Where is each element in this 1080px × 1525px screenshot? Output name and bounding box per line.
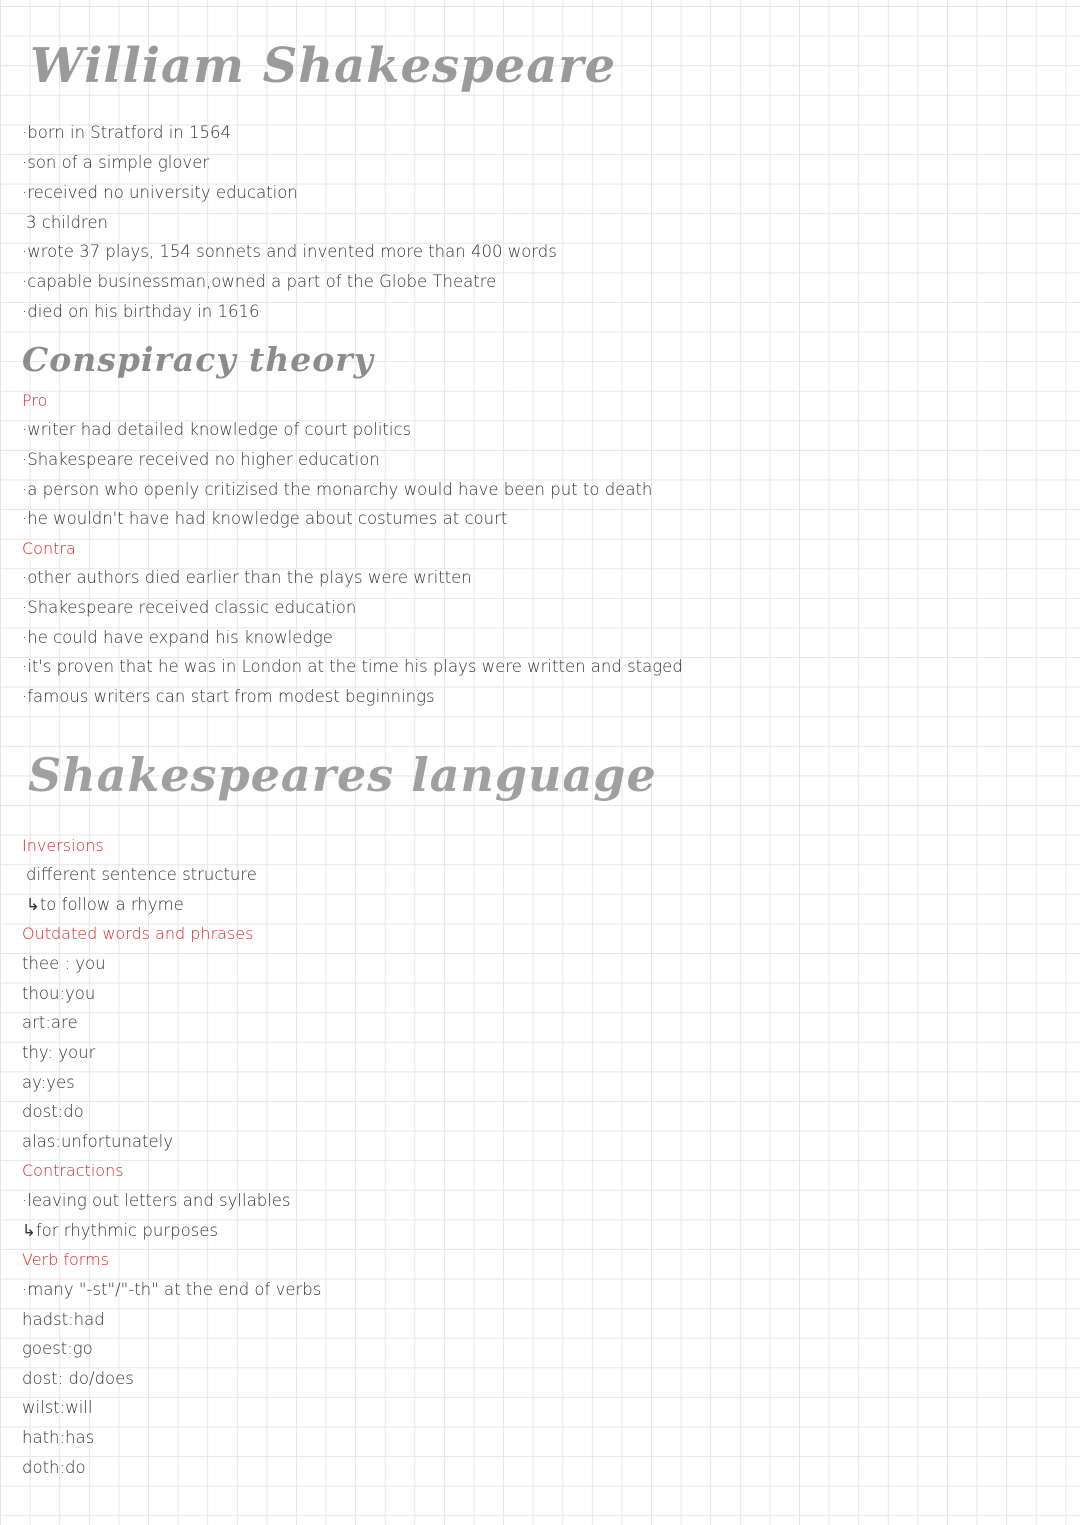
contractions-item: ·leaving out letters and syllables — [22, 1191, 291, 1210]
outdated-label: Outdated words and phrases — [22, 924, 254, 943]
inversions-item: ↳to follow a rhyme — [26, 895, 184, 914]
verb-item: hath:has — [22, 1428, 95, 1447]
bio-item: 3 children — [26, 213, 108, 232]
bio-item: ·received no university education — [22, 183, 298, 202]
pro-item: ·Shakespeare received no higher education — [22, 450, 380, 469]
bio-item: ·capable businessman,owned a part of the Globe Theatre — [22, 272, 497, 291]
outdated-item: thou:you — [22, 984, 96, 1003]
page-title: William Shakespeare — [30, 38, 617, 94]
contra-item: ·he could have expand his knowledge — [22, 628, 333, 647]
contra-item: ·famous writers can start from modest beginnings — [22, 687, 435, 706]
pro-item: ·he wouldn't have had knowledge about costumes at court — [22, 509, 508, 528]
outdated-item: art:are — [22, 1013, 78, 1032]
bio-item: ·wrote 37 plays, 154 sonnets and invented more than 400 words — [22, 242, 557, 261]
bio-item: ·born in Stratford in 1564 — [22, 123, 231, 142]
bio-item: ·died on his birthday in 1616 — [22, 302, 260, 321]
verb-item: wilst:will — [22, 1398, 93, 1417]
contractions-item: ↳for rhythmic purposes — [22, 1221, 219, 1240]
outdated-item: ay:yes — [22, 1073, 75, 1092]
contra-item: ·other authors died earlier than the plays were written — [22, 568, 472, 587]
verb-forms-label: Verb forms — [22, 1250, 110, 1269]
outdated-item: alas:unfortunately — [22, 1132, 174, 1151]
contra-label: Contra — [22, 539, 76, 558]
conspiracy-heading: Conspiracy theory — [22, 340, 374, 379]
verb-item: dost: do/does — [22, 1369, 134, 1388]
pro-item: ·writer had detailed knowledge of court politics — [22, 420, 412, 439]
bio-item: ·son of a simple glover — [22, 153, 210, 172]
contra-item: ·Shakespeare received classic education — [22, 598, 357, 617]
outdated-item: thy: your — [22, 1043, 96, 1062]
outdated-item: thee : you — [22, 954, 106, 973]
pro-item: ·a person who openly critizised the monarchy would have been put to death — [22, 480, 653, 499]
verb-item: ·many "-st"/"-th" at the end of verbs — [22, 1280, 322, 1299]
pro-label: Pro — [22, 391, 48, 410]
contra-item: ·it's proven that he was in London at the time his plays were written and staged — [22, 657, 683, 676]
verb-item: goest:go — [22, 1339, 93, 1358]
contractions-label: Contractions — [22, 1161, 124, 1180]
language-heading: Shakespeares language — [28, 748, 657, 802]
inversions-item: different sentence structure — [26, 865, 257, 884]
outdated-item: dost:do — [22, 1102, 84, 1121]
verb-item: doth:do — [22, 1458, 86, 1477]
inversions-label: Inversions — [22, 836, 104, 855]
verb-item: hadst:had — [22, 1310, 105, 1329]
